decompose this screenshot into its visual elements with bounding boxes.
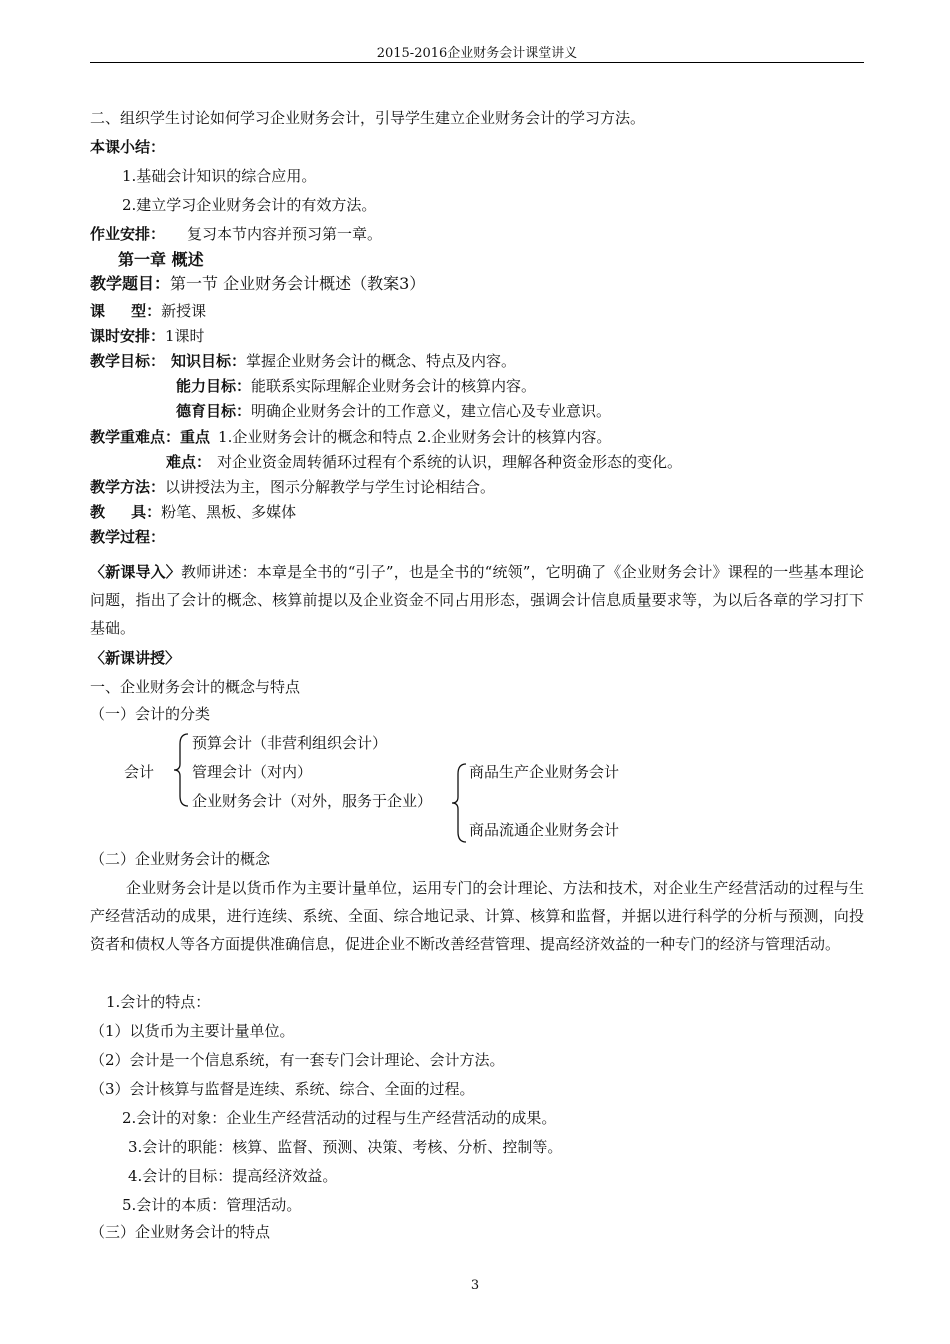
summary-label: 本课小结： — [90, 138, 166, 156]
tree-grandchild-2: 商品流通企业财务会计 — [469, 821, 620, 839]
section1-sub2: （二）企业财务会计的概念 — [90, 850, 271, 868]
page-header: 2015-2016企业财务会计课堂讲义 — [90, 42, 864, 63]
tree-root: 会计 — [124, 763, 155, 781]
hours-line — [90, 326, 205, 346]
section1-title: 一、企业财务会计的概念与特点 — [90, 678, 301, 696]
new-intro-text: 教师讲述：本章是全书的“引子”，也是全书的“统领”，它明确了《企业财务会计》课程的一些基本理论问题，指出了会计的概念、核算前提以及企业资金不同占用形态，强调会计信息质量要求等，为以后各章的学习打下基础。 — [90, 563, 864, 637]
goals-label: 教学目标： — [90, 352, 166, 370]
type-text: 新授课 — [161, 302, 207, 320]
tree-child-2: 管理会计（对内） — [192, 763, 313, 781]
object-line: 2.会计的对象：企业生产经营活动的过程与生产经营活动的成果。 — [122, 1109, 557, 1127]
feature-3: （3）会计核算与监督是连续、系统、综合、全面的过程。 — [90, 1080, 475, 1098]
diff-text: 对企业资金周转循环过程有个系统的认识，理解各种资金形态的变化。 — [217, 453, 683, 471]
knowledge-text: 掌握企业财务会计的概念、特点及内容。 — [246, 352, 517, 370]
topic-text: 第一节 企业财务会计概述（教案3） — [170, 274, 426, 293]
knowledge-label: 知识目标： — [171, 352, 247, 370]
method-text: 以讲授法为主，图示分解教学与学生讨论相结合。 — [165, 478, 496, 496]
homework-text: 复习本节内容并预习第一章。 — [187, 225, 383, 243]
diff-label: 难点： — [166, 453, 212, 471]
discuss-line: 二、组织学生讨论如何学习企业财务会计，引导学生建立企业财务会计的学习方法。 — [90, 109, 646, 127]
new-intro-paragraph — [90, 558, 864, 642]
moral-label: 德育目标： — [176, 402, 252, 420]
method-line — [90, 477, 495, 497]
tree-child-1: 预算会计（非营利组织会计） — [192, 734, 388, 752]
tools-text: 粉笔、黑板、多媒体 — [161, 503, 297, 521]
tree-grandchild-1: 商品生产企业财务会计 — [469, 763, 620, 781]
type-label: 课 型： — [90, 302, 162, 320]
tree-child-3: 企业财务会计（对外，服务于企业） — [192, 792, 433, 810]
key-sub-label: 重点 — [180, 428, 211, 446]
new-lecture-label: 〈新课讲授〉 — [90, 649, 181, 667]
features-title: 1.会计的特点： — [106, 993, 211, 1011]
homework-line — [90, 224, 382, 244]
key-text: 1.企业财务会计的概念和特点 2.企业财务会计的核算内容。 — [218, 428, 612, 446]
tree-brace-left — [172, 730, 192, 810]
key-label: 教学重难点： — [90, 428, 181, 446]
key-line — [90, 427, 611, 447]
hours-label: 课时安排： — [90, 327, 166, 345]
moral-text: 明确企业财务会计的工作意义，建立信心及专业意识。 — [251, 402, 612, 420]
feature-2: （2）会计是一个信息系统，有一套专门会计理论、会计方法。 — [90, 1051, 505, 1069]
ability-label: 能力目标： — [176, 377, 252, 395]
hours-text: 1课时 — [165, 327, 205, 345]
tools-line — [90, 502, 296, 522]
section1-sub3: （三）企业财务会计的特点 — [90, 1223, 271, 1241]
type-line — [90, 301, 206, 321]
goals-line — [90, 351, 516, 371]
new-intro-label: 〈新课导入〉 — [90, 563, 181, 581]
feature-1: （1）以货币为主要计量单位。 — [90, 1022, 295, 1040]
topic-line — [90, 274, 425, 294]
chapter-title: 第一章 概述 — [118, 250, 204, 269]
function-line: 3.会计的职能：核算、监督、预测、决策、考核、分析、控制等。 — [128, 1138, 563, 1156]
moral-line — [176, 401, 611, 421]
diff-line — [166, 452, 682, 472]
ability-line — [176, 376, 536, 396]
section1-sub1: （一）会计的分类 — [90, 705, 211, 723]
concept-paragraph: 企业财务会计是以货币作为主要计量单位，运用专门的会计理论、方法和技术，对企业生产经营活动的过程与生产经营活动的成果，进行连续、系统、全面、综合地记录、计算、核算和监督，并据以进行科学的分析与预测，向投资者和债权人等各方面提供准确信息，促进企业不断改善经营管理、提高经济效益的一种专门的经济与管理活动。 — [90, 879, 864, 953]
process-label: 教学过程： — [90, 528, 166, 546]
topic-label: 教学题目： — [90, 274, 171, 293]
nature-line: 5.会计的本质：管理活动。 — [122, 1196, 302, 1214]
summary-item-2: 2.建立学习企业财务会计的有效方法。 — [122, 196, 377, 214]
page-number: 3 — [470, 1278, 480, 1293]
method-label: 教学方法： — [90, 478, 166, 496]
tools-label: 教 具： — [90, 503, 162, 521]
homework-label: 作业安排： — [90, 225, 166, 243]
goal-line: 4.会计的目标：提高经济效益。 — [128, 1167, 338, 1185]
ability-text: 能联系实际理解企业财务会计的核算内容。 — [251, 377, 537, 395]
summary-item-1: 1.基础会计知识的综合应用。 — [122, 167, 317, 185]
